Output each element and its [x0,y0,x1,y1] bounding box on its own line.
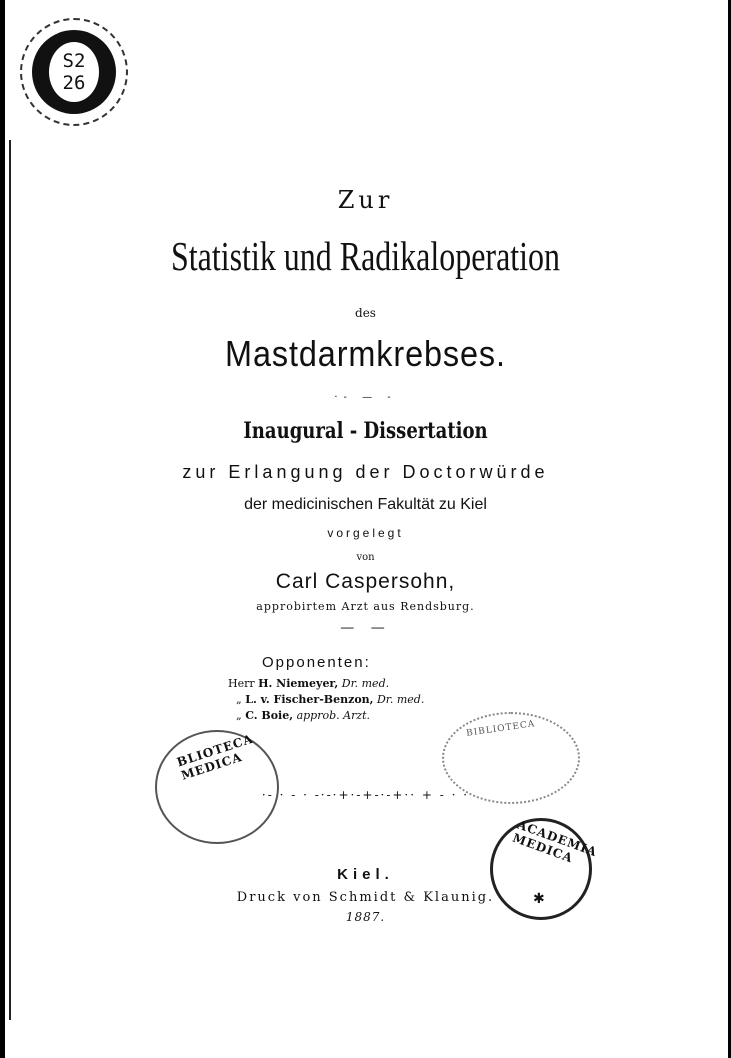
opponent-prefix: „ [236,709,242,722]
dissertation-heading: Inaugural - Dissertation [243,418,488,444]
imprint-year: 1887. [345,910,386,924]
stamp-ring [32,30,116,114]
star-icon: ✱ [533,891,545,907]
opponents-heading: Opponenten: [262,654,371,671]
title-line-2: Mastdarmkrebses. [225,333,506,374]
opponent-title: Dr. med. [341,677,390,690]
opponent-name: H. Niemeyer, [258,677,339,690]
opponent-name: L. v. Fischer-Benzon, [245,693,374,706]
stamp-number-line2: 26 [62,72,86,94]
dissertation-faculty: der medicinischen Fakultät zu Kiel [244,496,487,513]
dissertation-purpose: zur Erlangung der Doctorwürde [182,462,549,482]
ornament-rule: ·- · - · -·-·+·-+-·-+·· + - · · [261,788,470,802]
divider-rule-2: — — [340,620,391,636]
stamp-right-text: ACADEMIA MEDICA [510,817,600,866]
stamp-number [49,42,99,102]
author-name: Carl Caspersohn, [275,570,456,593]
opponent-prefix: Herr [228,677,255,690]
divider-rule: ·- — - [334,392,397,403]
stamp-left-text: BLIOTECA MEDICA [175,731,256,783]
opponent-prefix: „ [236,693,242,706]
opponent-row [228,692,424,708]
library-stamp-top [20,18,128,126]
stamp-right-faded-text: BIBLIOTECA [465,719,537,739]
title-line-1: Statistik und Radikaloperation [170,233,561,279]
title-zur: Zur [337,186,394,214]
opponent-row [228,708,424,724]
opponent-title: approb. Arzt. [296,709,371,722]
stamp-number-line1: S2 [62,50,86,72]
library-stamp-left [155,730,279,844]
title-des: des [355,306,376,320]
opponent-name: C. Boie, [245,709,294,722]
dissertation-by: von [356,552,375,563]
opponent-title: Dr. med. [376,693,425,706]
dissertation-submitted: vorgelegt [327,526,404,540]
opponent-row [228,676,424,692]
opponents-list [228,676,424,724]
imprint-city: Kiel. [337,866,394,883]
imprint-printer: Druck von Schmidt & Klaunig. [236,890,495,905]
author-description: approbirtem Arzt aus Rendsburg. [256,600,475,613]
